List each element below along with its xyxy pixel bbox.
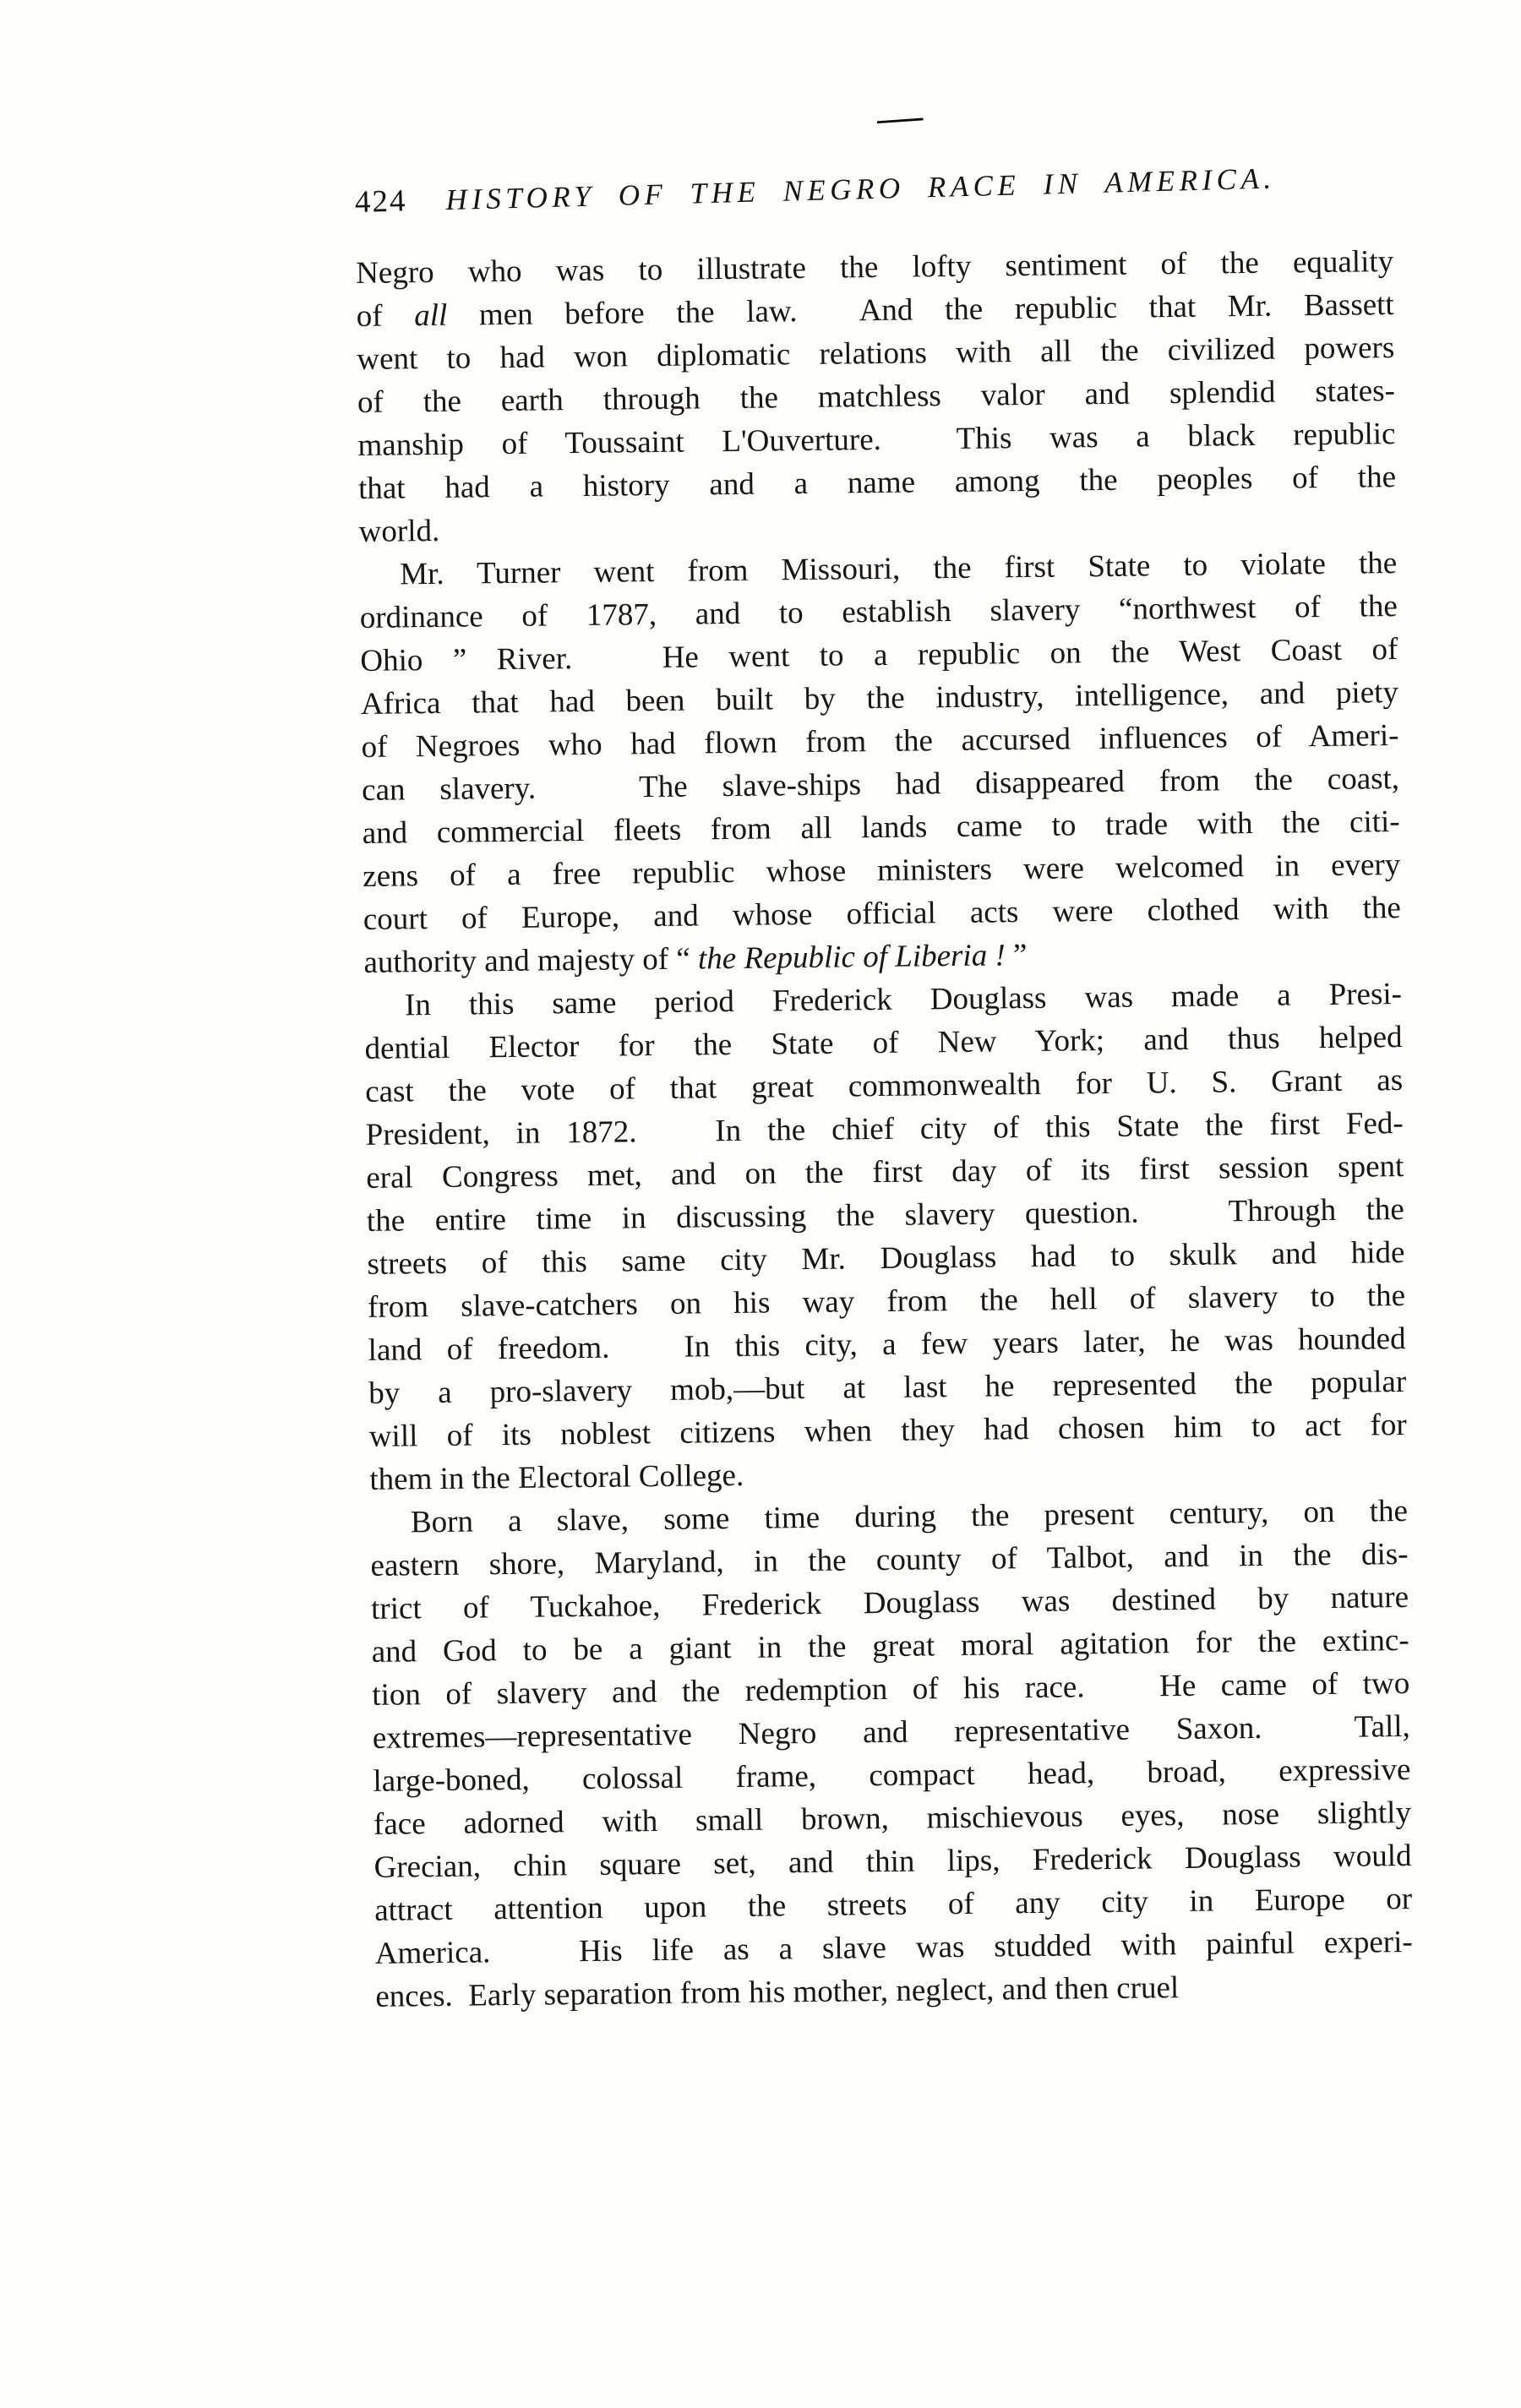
paragraph [359, 542, 1402, 984]
text-segment: zens of a free republic whose ministers were welcomed in every [363, 847, 1401, 894]
text-segment: attract attention upon the streets of any city in Europe or [373, 1881, 1413, 1928]
running-header [354, 157, 1393, 221]
text-segment: President, in 1872. In the chief city of this State the first Fed- [365, 1105, 1404, 1152]
text-segment: tion of slavery and the redemption of his race. He came of two [372, 1665, 1410, 1713]
text-segment: and God to be a giant in the great moral agitation for the extinc- [371, 1622, 1409, 1670]
text-segment: Born a slave, some time during the present century, on the [410, 1493, 1409, 1540]
text-segment: land of freedom. In this city, a few years later, he was hounded [368, 1321, 1406, 1368]
text-segment: dential Elector for the State of New York; and thus helped [364, 1020, 1403, 1066]
text-segment: face adorned with small brown, mischievous eyes, nose slightly [373, 1795, 1412, 1842]
text-segment: America. His life as a slave was studded with painful experi- [374, 1924, 1413, 1971]
paragraph [370, 1490, 1414, 2018]
text-segment: ordinance of 1787, and to establish slavery “northwest of the [359, 589, 1398, 635]
text-segment: of the earth through the matchless valor and splendid states- [357, 373, 1396, 420]
text-segment: trict of Tuckahoe, Frederick Douglass was destined by nature [370, 1579, 1409, 1626]
page-number: 424 [354, 183, 407, 220]
printers-dash-mark: — [875, 96, 919, 139]
paragraph [356, 240, 1397, 553]
text-segment: Mr. Turner went from Missouri, the first State to violate the [400, 546, 1398, 592]
text-segment: from slave-catchers on his way from the hell of slavery to the [367, 1278, 1406, 1325]
text-segment: can slavery. The slave-ships had disappeared from the coast, [361, 761, 1400, 808]
text-segment: ” [1005, 938, 1028, 973]
text-segment: eral Congress met, and on the first day of its first session spent [366, 1148, 1404, 1196]
text-segment: them in the Electoral College. [369, 1457, 744, 1497]
text-segment: went to had won diplomatic relations with all the civilized powers [357, 330, 1395, 377]
body-text [356, 240, 1414, 2018]
text-segment: cast the vote of that great commonwealth for U. S. Grant as [364, 1063, 1404, 1109]
text-segment: of [356, 298, 415, 334]
text-segment: court of Europe, and whose official acts were clothed with the [363, 891, 1402, 937]
text-segment: ences. Early separation from his mother, neglect, and then cruel [375, 1970, 1180, 2014]
text-segment: streets of this same city Mr. Douglass had to skulk and hide [367, 1234, 1405, 1282]
page-content [354, 161, 1414, 2018]
text-segment: large-boned, colossal frame, compact head, broad, expressive [373, 1752, 1411, 1799]
text-segment: authority and majesty of “ [363, 941, 699, 980]
text-segment: Grecian, chin square set, and thin lips, Frederick Douglass would [373, 1838, 1412, 1885]
text-segment: of Negroes who had flown from the accursed influences of Ameri- [361, 718, 1399, 765]
text-segment: extremes—representative Negro and representative Saxon. Tall, [372, 1708, 1411, 1756]
text-segment: Africa that had been built by the industry, intelligence, and piety [360, 675, 1399, 722]
paragraph [364, 972, 1408, 1501]
header-title: HISTORY OF THE NEGRO RACE IN AMERICA. [444, 161, 1277, 217]
text-segment: the entire time in discussing the slavery question. Through the [366, 1191, 1405, 1239]
text-segment: men before the law. And the republic that Mr. Bassett [447, 287, 1394, 333]
text-segment: will of its noblest citizens when they had chosen him to act for [368, 1407, 1407, 1454]
text-segment: Ohio ” River. He went to a republic on the West Coast of [360, 632, 1398, 678]
text-segment: Negro who was to illustrate the lofty sentiment of the equality [355, 244, 1394, 291]
text-segment: that had a history and a name among the peoples of the [357, 460, 1397, 506]
italic-text-segment: all [413, 297, 448, 334]
text-segment: eastern shore, Maryland, in the county of Talbot, and in the dis- [370, 1536, 1409, 1583]
text-segment: world. [358, 513, 440, 549]
text-segment: In this same period Frederick Douglass was made a Presi- [404, 977, 1403, 1023]
text-segment: manship of Toussaint L'Ouverture. This was a black republic [357, 417, 1396, 463]
text-segment: and commercial fleets from all lands came to trade with the citi- [362, 804, 1400, 851]
italic-text-segment: the Republic of Liberia ! [697, 938, 1006, 977]
text-segment: by a pro-slavery mob,—but at last he represented the popular [368, 1364, 1407, 1411]
